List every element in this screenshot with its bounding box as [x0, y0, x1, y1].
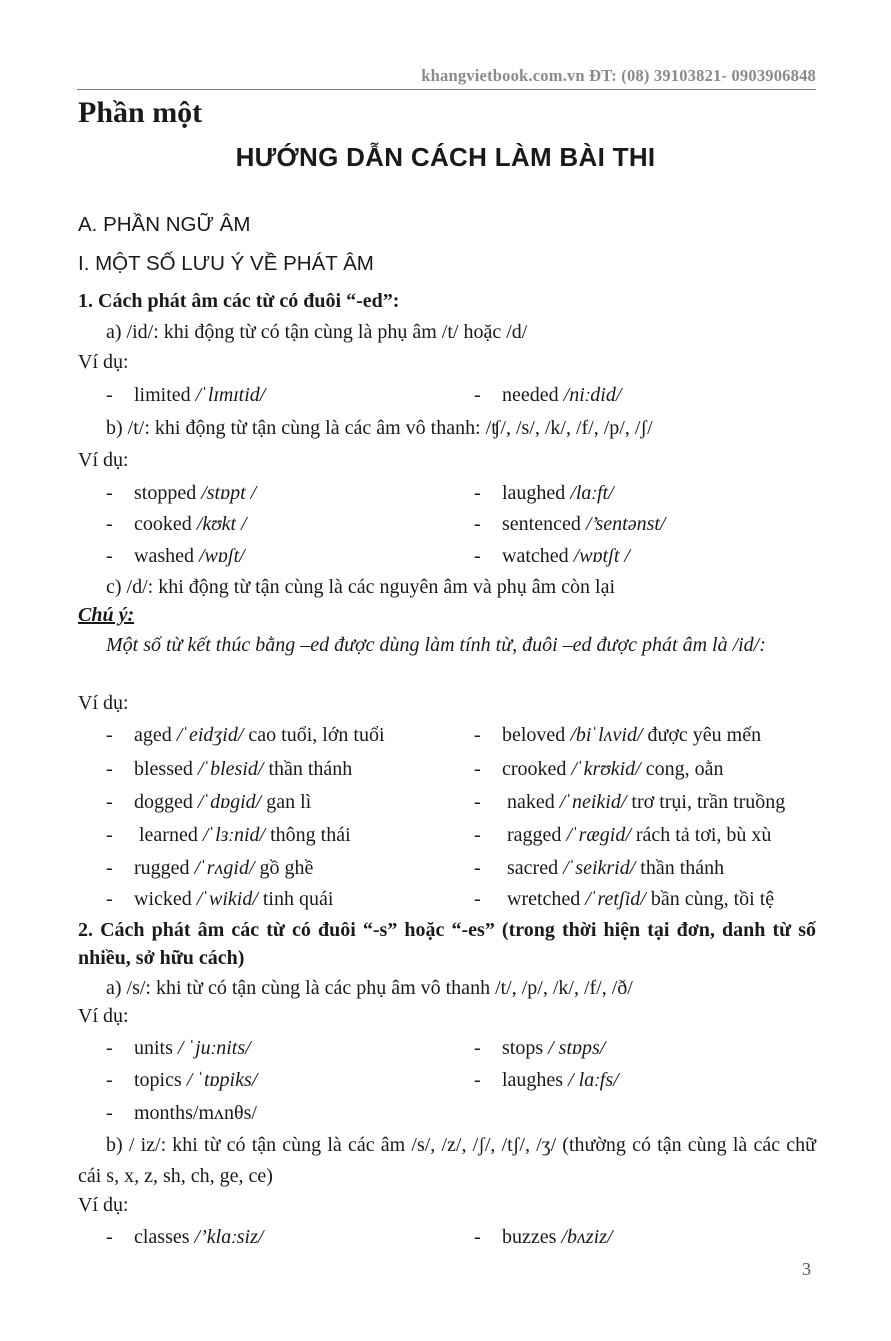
heading-s-es: 2. Cách phát âm các từ có đuôi “-s” hoặc “-es” (trong thời hiện tại đơn, danh từ số nhiều, sở hữu cách) — [78, 919, 816, 969]
list-item: - cooked /kʊkt / — [106, 513, 247, 535]
list-item: - ragged /ˈrægid/ rách tả tơi, bù xù — [474, 824, 772, 846]
page-header: khangvietbook.com.vn ĐT: (08) 39103821- 0903906848 — [421, 66, 816, 85]
example-label: Ví dụ: — [78, 351, 129, 373]
list-item: - months/mʌnθs/ — [106, 1102, 257, 1124]
example-label: Ví dụ: — [78, 1194, 129, 1216]
section-a-heading: A. PHẦN NGỮ ÂM — [78, 213, 251, 236]
example-label: Ví dụ: — [78, 1005, 129, 1027]
note-text: Một số từ kết thúc bằng –ed được dùng làm tính từ, đuôi –ed được phát âm là /id/: — [106, 634, 766, 656]
list-item: - learned /ˈlɜːnid/ thông thái — [106, 824, 351, 846]
list-item: - stops / stɒps/ — [474, 1037, 606, 1059]
list-item: - rugged /ˈrʌgid/ gồ ghề — [106, 857, 314, 879]
list-item: - stopped /stɒpt / — [106, 482, 257, 504]
list-item: - sacred /ˈseikrid/ thần thánh — [474, 857, 725, 879]
note-label: Chú ý: — [78, 604, 135, 626]
list-item: - dogged /ˈdɒgid/ gan lì — [106, 791, 312, 813]
list-item: - classes /’klɑːsiz/ — [106, 1226, 264, 1248]
list-item: - wretched /ˈretʃid/ bần cùng, tồi tệ — [474, 888, 775, 910]
main-title: HƯỚNG DẪN CÁCH LÀM BÀI THI — [235, 142, 656, 172]
rule-c-d: c) /d/: khi động từ tận cùng là các nguyên âm và phụ âm còn lại — [106, 576, 616, 598]
list-item: - limited /ˈlɪmɪtid/ — [106, 384, 266, 406]
section-i-heading: I. MỘT SỐ LƯU Ý VỀ PHÁT ÂM — [78, 252, 374, 275]
part-heading: Phần một — [78, 96, 203, 129]
list-item: - topics / ˈtɒpiks/ — [106, 1069, 258, 1091]
list-item: - needed /niːdid/ — [474, 384, 622, 406]
list-item: - sentenced /’sentənst/ — [474, 513, 666, 535]
rule-s-b: b) / iz/: khi từ có tận cùng là các âm /s/, /z/, /ʃ/, /tʃ/, /ʒ/ (thường có tận cùng là các chữ cái s, x, z, sh, ch, ge, ce) — [78, 1134, 816, 1187]
example-label: Ví dụ: — [78, 692, 129, 714]
example-label: Ví dụ: — [78, 449, 129, 471]
heading-ed: 1. Cách phát âm các từ có đuôi “-ed”: — [78, 290, 400, 312]
header-rule — [77, 89, 816, 90]
page-number: 3 — [802, 1259, 811, 1279]
list-item: - buzzes /bʌziz/ — [474, 1226, 613, 1248]
list-item: - crooked /ˈkrʊkid/ cong, oằn — [474, 758, 724, 780]
rule-b-t: b) /t/: khi động từ tận cùng là các âm vô thanh: /ʧ/, /s/, /k/, /f/, /p/, /ʃ/ — [106, 417, 653, 439]
list-item: - laughes / lɑːfs/ — [474, 1069, 619, 1091]
list-item: - aged /ˈeidʒid/ cao tuổi, lớn tuổi — [106, 724, 385, 746]
list-item: - units / ˈjuːnits/ — [106, 1037, 251, 1059]
list-item: - blessed /ˈblesid/ thần thánh — [106, 758, 353, 780]
rule-a-id: a) /id/: khi động từ có tận cùng là phụ âm /t/ hoặc /d/ — [106, 321, 528, 343]
list-item: - wicked /ˈwikid/ tinh quái — [106, 888, 334, 910]
list-item: - naked /ˈneikid/ trơ trụi, trần truồng — [474, 791, 786, 813]
list-item: - beloved /biˈlʌvid/ được yêu mến — [474, 724, 762, 746]
list-item: - laughed /lɑːft/ — [474, 482, 614, 504]
list-item: - washed /wɒʃt/ — [106, 545, 245, 567]
rule-s-a: a) /s/: khi từ có tận cùng là các phụ âm vô thanh /t/, /p/, /k/, /f/, /ð/ — [106, 977, 633, 999]
list-item: - watched /wɒtʃt / — [474, 545, 630, 567]
